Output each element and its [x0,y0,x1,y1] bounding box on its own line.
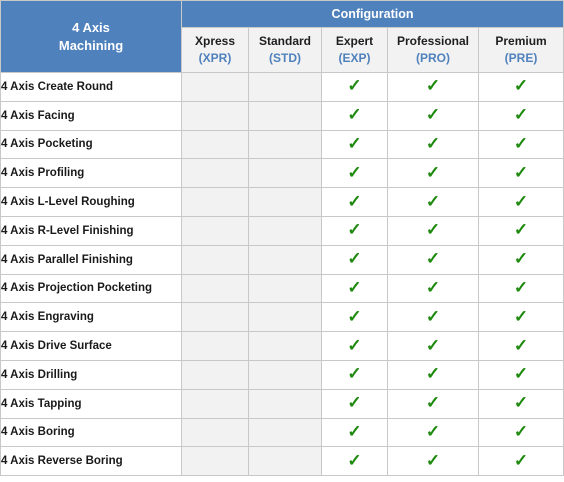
availability-cell [249,332,322,361]
checkmark-icon: ✓ [347,306,362,326]
availability-cell [388,188,479,217]
availability-cell [479,447,564,476]
availability-cell [322,245,388,274]
tier-code: (PRE) [504,51,538,65]
availability-cell [249,188,322,217]
availability-cell [479,389,564,418]
availability-cell [322,447,388,476]
availability-cell [182,447,249,476]
header-row-top [1,1,564,28]
feature-name: 4 Axis Parallel Finishing [1,245,182,274]
checkmark-icon: ✓ [347,162,362,182]
tier-code: (XPR) [198,51,232,65]
checkmark-icon: ✓ [425,133,441,153]
checkmark-icon: ✓ [425,393,441,413]
checkmark-icon: ✓ [425,162,441,182]
availability-cell [388,245,479,274]
availability-cell [249,159,322,188]
checkmark-icon: ✓ [347,249,362,269]
availability-cell [182,303,249,332]
tier-code: (PRO) [415,51,450,65]
availability-cell [322,216,388,245]
availability-cell [388,130,479,159]
table-title-line1: 4 Axis [72,19,110,35]
checkmark-icon: ✓ [425,277,441,297]
checkmark-icon: ✓ [347,76,362,96]
availability-cell [388,303,479,332]
checkmark-icon: ✓ [347,191,362,211]
checkmark-icon: ✓ [513,162,529,182]
availability-cell [322,101,388,130]
availability-cell [479,159,564,188]
feature-name: 4 Axis Drive Surface [1,332,182,361]
availability-cell [388,418,479,447]
availability-cell [322,389,388,418]
tier-header-premium [479,28,564,73]
availability-cell [182,159,249,188]
checkmark-icon: ✓ [513,277,529,297]
checkmark-icon: ✓ [347,277,362,297]
availability-cell [322,159,388,188]
checkmark-icon: ✓ [425,421,441,441]
availability-cell [479,188,564,217]
feature-rows [1,73,564,476]
availability-cell [249,274,322,303]
tier-name: Xpress [194,34,236,48]
checkmark-icon: ✓ [513,450,529,470]
availability-cell [388,73,479,102]
table-row [1,360,564,389]
availability-cell [479,245,564,274]
table-row [1,274,564,303]
table-row [1,245,564,274]
availability-cell [249,216,322,245]
feature-name: 4 Axis Projection Pocketing [1,274,182,303]
table-row [1,101,564,130]
availability-cell [322,303,388,332]
tier-name: Premium [495,34,547,48]
availability-cell [479,303,564,332]
table-row [1,73,564,102]
feature-name: 4 Axis Create Round [1,73,182,102]
availability-cell [479,101,564,130]
checkmark-icon: ✓ [513,421,529,441]
availability-cell [388,389,479,418]
availability-cell [388,274,479,303]
checkmark-icon: ✓ [425,364,441,384]
availability-cell [479,418,564,447]
table-row [1,389,564,418]
availability-cell [182,188,249,217]
availability-cell [249,245,322,274]
checkmark-icon: ✓ [425,191,441,211]
feature-name: 4 Axis Engraving [1,303,182,332]
availability-cell [249,389,322,418]
table-title-line2: Machining [58,37,124,53]
checkmark-icon: ✓ [347,393,362,413]
availability-cell [322,73,388,102]
availability-cell [249,360,322,389]
availability-cell [182,216,249,245]
table-row [1,447,564,476]
feature-name: 4 Axis Profiling [1,159,182,188]
availability-cell [388,447,479,476]
availability-cell [249,303,322,332]
availability-cell [322,418,388,447]
availability-cell [479,216,564,245]
availability-cell [322,130,388,159]
checkmark-icon: ✓ [347,450,362,470]
tier-header-xpress [182,28,249,73]
availability-cell [479,360,564,389]
tier-code: (EXP) [338,51,371,65]
availability-cell [182,274,249,303]
availability-cell [182,130,249,159]
availability-cell [182,101,249,130]
checkmark-icon: ✓ [513,76,529,96]
availability-cell [479,332,564,361]
checkmark-icon: ✓ [425,105,441,125]
checkmark-icon: ✓ [425,306,441,326]
availability-cell [322,274,388,303]
availability-cell [249,447,322,476]
table-row [1,188,564,217]
checkmark-icon: ✓ [347,335,362,355]
feature-name: 4 Axis R-Level Finishing [1,216,182,245]
feature-name: 4 Axis Pocketing [1,130,182,159]
checkmark-icon: ✓ [425,335,441,355]
checkmark-icon: ✓ [347,364,362,384]
availability-cell [479,73,564,102]
table-row [1,216,564,245]
availability-cell [388,159,479,188]
checkmark-icon: ✓ [425,220,441,240]
availability-cell [182,245,249,274]
availability-cell [249,101,322,130]
feature-name: 4 Axis Tapping [1,389,182,418]
availability-cell [182,389,249,418]
checkmark-icon: ✓ [347,421,362,441]
checkmark-icon: ✓ [513,220,529,240]
availability-cell [479,130,564,159]
availability-cell [479,274,564,303]
table-row [1,418,564,447]
tier-header-expert [322,28,388,73]
checkmark-icon: ✓ [425,450,441,470]
table-row [1,130,564,159]
feature-name: 4 Axis L-Level Roughing [1,188,182,217]
checkmark-icon: ✓ [513,133,529,153]
availability-cell [322,360,388,389]
availability-cell [322,332,388,361]
checkmark-icon: ✓ [347,133,362,153]
tier-name: Standard [258,34,311,48]
tier-name: Expert [335,34,374,48]
availability-cell [182,73,249,102]
checkmark-icon: ✓ [513,364,529,384]
feature-name: 4 Axis Facing [1,101,182,130]
checkmark-icon: ✓ [513,335,529,355]
checkmark-icon: ✓ [513,393,529,413]
checkmark-icon: ✓ [513,306,529,326]
checkmark-icon: ✓ [513,191,529,211]
table-row [1,159,564,188]
checkmark-icon: ✓ [425,249,441,269]
availability-cell [249,73,322,102]
tier-name: Professional [396,34,470,48]
configuration-header: Configuration [182,1,564,28]
availability-cell [322,188,388,217]
tier-code: (STD) [269,51,301,65]
availability-cell [388,360,479,389]
availability-cell [182,332,249,361]
table-row [1,303,564,332]
availability-cell [388,216,479,245]
tier-header-standard [249,28,322,73]
checkmark-icon: ✓ [347,220,362,240]
table-title-cell [1,1,182,73]
availability-cell [388,101,479,130]
feature-name: 4 Axis Drilling [1,360,182,389]
tier-header-professional [388,28,479,73]
checkmark-icon: ✓ [513,105,529,125]
checkmark-icon: ✓ [425,76,441,96]
availability-cell [182,360,249,389]
availability-cell [388,332,479,361]
table-row [1,332,564,361]
availability-cell [182,418,249,447]
checkmark-icon: ✓ [347,105,362,125]
feature-name: 4 Axis Boring [1,418,182,447]
availability-cell [249,130,322,159]
availability-cell [249,418,322,447]
feature-name: 4 Axis Reverse Boring [1,447,182,476]
checkmark-icon: ✓ [513,249,529,269]
